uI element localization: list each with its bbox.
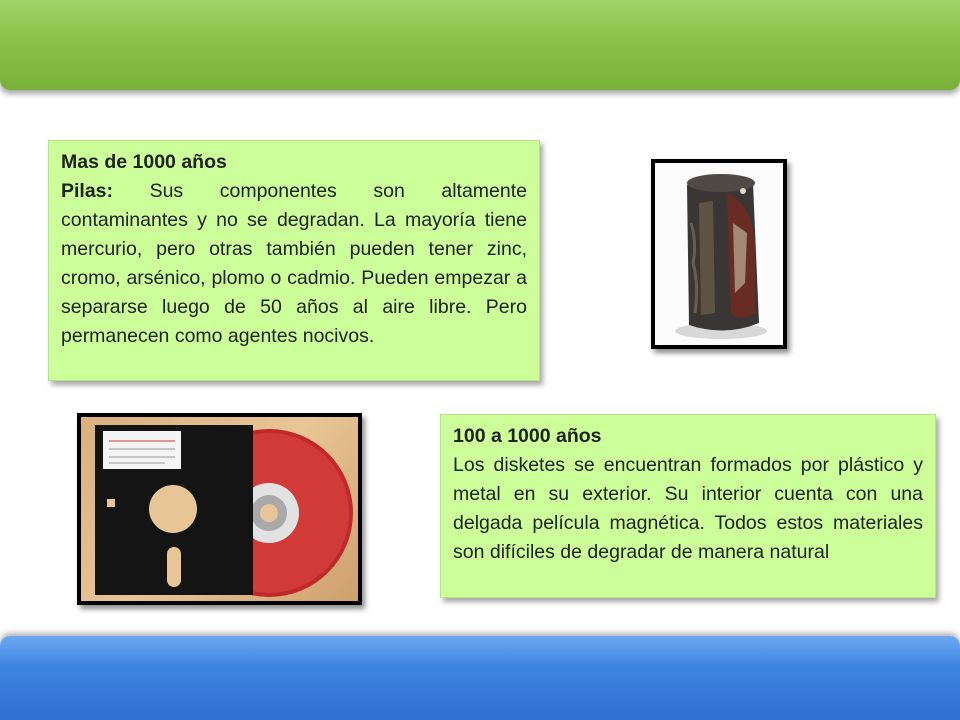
text-box-batteries [48,140,540,381]
section-lead: Pilas: [61,180,114,202]
floppy-image [77,413,362,605]
section-body: Los disketes se encuentran formados por plástico y metal en su exterior. Su interior cuenta con una delgada película magnética. Todos estos materiales son difíciles de degradar de manera natural [453,454,923,563]
battery-image [651,159,787,349]
text-box-diskettes [440,414,936,598]
bottom-banner [0,636,960,720]
section-title: 100 a 1000 años [453,425,602,447]
section-body: Sus componentes son altamente contaminantes y no se degradan. La mayoría tiene mercurio, pero otras también pueden tener zinc, cromo, arsénico, plomo o cadmio. Pueden empezar a separarse luego de 50 años al aire libre. Pero permanecen como agentes nocivos. [61,180,527,347]
top-banner [0,0,960,90]
section-title: Mas de 1000 años [61,151,227,173]
